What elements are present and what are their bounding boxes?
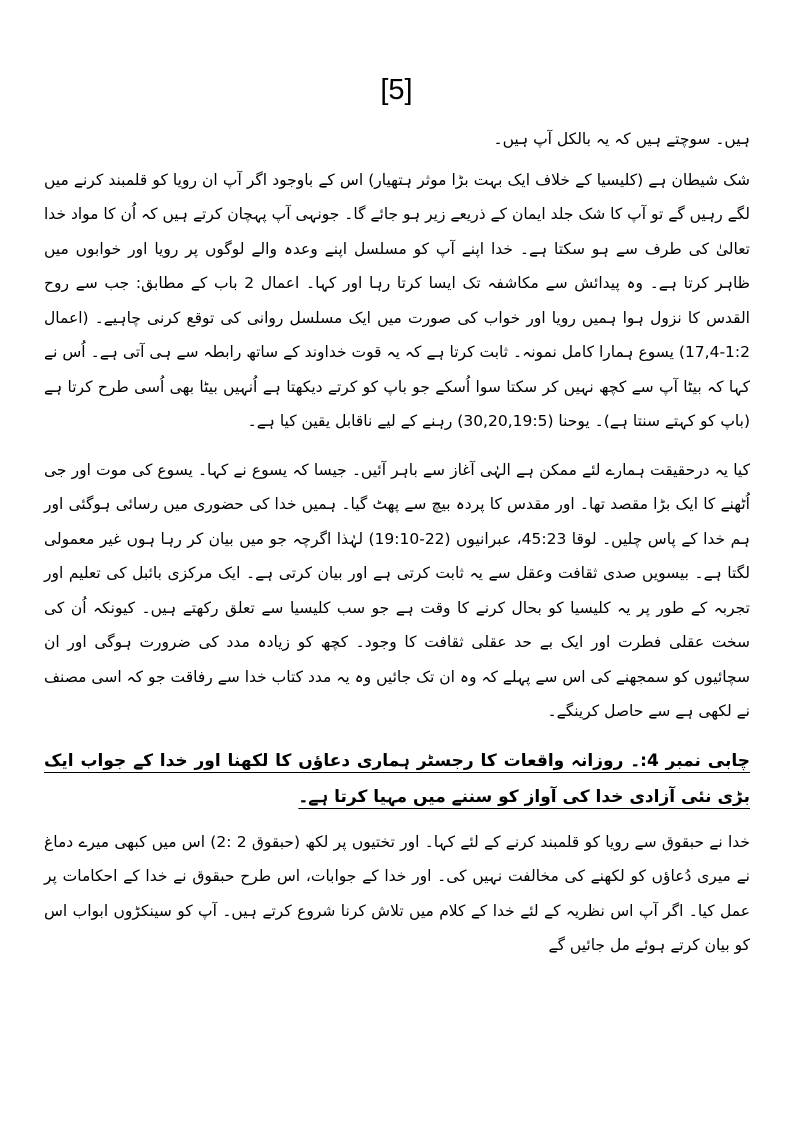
section-heading-key-4: چابی نمبر 4:۔ روزانہ واقعات کا رجسٹر ہماری دعاؤں کا لکھنا اور خدا کے جواب ایک بڑی نئی آزادی خدا کی آواز کو سننے میں مہیا کرتا ہے۔	[44, 750, 750, 807]
paragraph-habakkuk: خدا نے حبقوق سے رویا کو قلمبند کرنے کے لئے کہا۔ اور تختیوں پر لکھ (حبقوق 2 :2) اس میں کبھی میرے دماغ نے میری دُعاؤں کو لکھنے کی مخالفت نہیں کی۔ اور خدا کے جوابات، اس طرح حبقوق نے خدا کے احکامات پر عمل کیا۔ اگر آپ اس نظریہ کے لئے خدا کے کلام میں تلاش کرنا شروع کرتے ہیں۔ آپ کو سینکڑوں ابواب اس کو بیان کرتے ہوئے مل جائیں گے	[44, 832, 750, 954]
paragraph-intro: ہیں۔ سوچتے ہیں کہ یہ بالکل آپ ہیں۔	[493, 130, 750, 148]
document-body	[44, 122, 750, 977]
paragraph-doubt: شک شیطان ہے (کلیسیا کے خلاف ایک بہت بڑا موثر ہتھیار) اس کے باوجود اگر آپ ان رویا کو قلمبند کرنے میں لگے رہیں گے تو آپ کا شک جلد ایمان کے ذریعے زیر ہو جائے گا۔ جونہی آپ پہچان کرتے ہیں کہ اُن کا مواد خدا تعالیٰ کی طرف سے ہو سکتا ہے۔ خدا اپنے آپ کو مسلسل اپنے وعدہ والے لوگوں پر رویا اور خوابوں میں ظاہر کرتا ہے۔ وہ پیدائش سے مکاشفہ تک ایسا کرتا رہا اور کہا۔ اعمال 2 باب کے مطابق: جب سے روح القدس کا نزول ہوا ہمیں رویا اور خواب کی صورت میں ایک مسلسل روانی کی توقع کرنی چاہیے۔ (اعمال 1:2-17,4) یسوع ہمارا کامل نمونہ۔ ثابت کرتا ہے کہ یہ قوت خداوند کے ساتھ رابطہ سے ہی آتی ہے۔ اُس نے کہا کہ بیٹا آپ سے کچھ نہیں کر سکتا سوا اُسکے جو باپ کو کرتے دیکھتا ہے اُنہیں بیٹا بھی اُسی طرح کرتا ہے (باپ کو کہتے سنتا ہے)۔ یوحنا (30,20,19:5) رہنے کے لیے ناقابل یقین کیا ہے۔	[44, 170, 751, 430]
page-number: [5]	[380, 74, 413, 106]
paragraph-jesus-death: کیا یہ درحقیقت ہمارے لئے ممکن ہے الہٰی آغاز سے باہر آئیں۔ جیسا کہ یسوع نے کہا۔ یسوع کی موت اور جی اُٹھنے کا ایک بڑا مقصد تھا۔ اور مقدس کا پردہ بیچ سے پھٹ گیا۔ ہمیں خدا کی حضوری میں رسائی ہوگئی اور ہم خدا کے پاس چلیں۔ لوقا 45:23، عبرانیوں (22-19:10) لہٰذا اگرچہ جو میں بیان کر رہا ہوں غیر معمولی لگتا ہے۔ بیسویں صدی ثقافت وعقل سے یہ ثابت کرتی ہے اور بیان کرتی ہے۔ ایک مرکزی بائبل کی تعلیم اور تجربہ کے طور پر یہ کلیسیا کو بحال کرنے کا وقت ہے جو سب کلیسیا سے تعلق رکھتے ہیں۔ کیونکہ اُن کی سخت عقلی فطرت اور ایک بے حد عقلی ثقافت کا وجود۔ کچھ کو زیادہ مدد کی ضرورت ہوگی اور ان سچائیوں کو سمجھنے کی اس سے پہلے کہ وہ ان تک جائیں وہ یہ مدد کتاب خدا سے رفاقت جو کہ اسی مصنف نے لکھی ہے سے حاصل کرینگے۔	[44, 460, 750, 720]
